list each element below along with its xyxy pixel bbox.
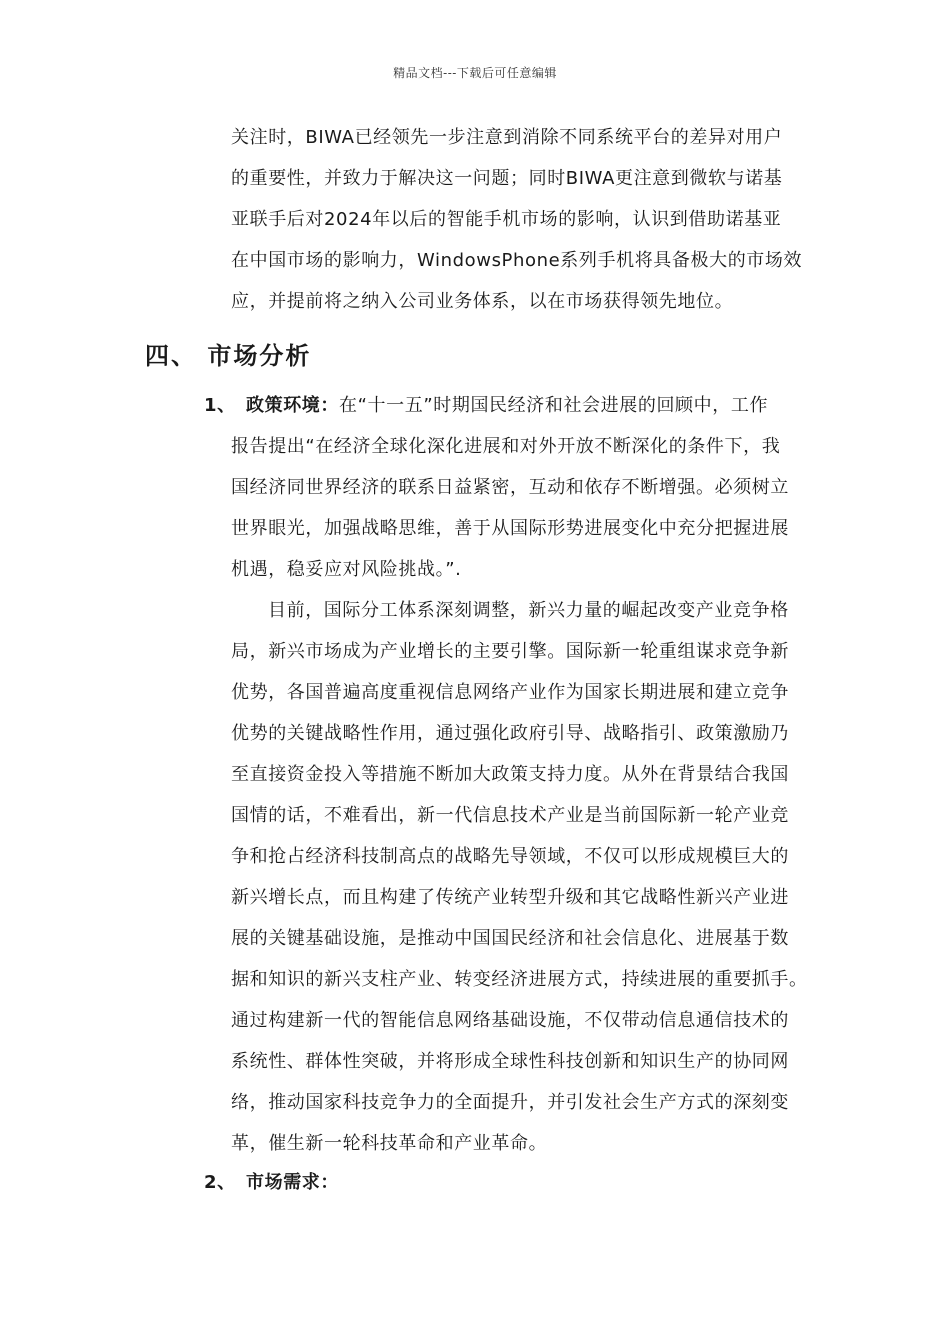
item-1-para2-line: 展的关键基础设施，是推动中国国民经济和社会信息化、进展基于数 — [231, 928, 789, 949]
item-1-heading — [204, 394, 768, 418]
item-1-para2-line: 国情的话，不难看出，新一代信息技术产业是当前国际新一轮产业竞 — [231, 805, 789, 826]
page-header: 精品文档---下载后可任意编辑 — [393, 66, 557, 80]
item-1-para2-line: 系统性、群体性突破，并将形成全球性科技创新和知识生产的协同网 — [231, 1051, 789, 1072]
intro-line: 的重要性，并致力于解决这一问题；同时BIWA更注意到微软与诺基 — [231, 168, 783, 189]
item-1-para2-line: 据和知识的新兴支柱产业、转变经济进展方式，持续进展的重要抓手。 — [231, 969, 808, 990]
intro-line: 亚联手后对2024年以后的智能手机市场的影响，认识到借助诺基亚 — [231, 209, 782, 230]
item-1-label: 政策环境： — [246, 395, 339, 416]
item-1-para2-line: 通过构建新一代的智能信息网络基础设施，不仅带动信息通信技术的 — [231, 1010, 789, 1031]
intro-line: 应，并提前将之纳入公司业务体系，以在市场获得领先地位。 — [231, 291, 734, 312]
item-1-para2-first: 目前，国际分工体系深刻调整，新兴力量的崛起改变产业竞争格 — [268, 600, 789, 621]
item-1-line: 报告提出“在经济全球化深化进展和对外开放不断深化的条件下，我 — [231, 436, 781, 457]
intro-line: 在中国市场的影响力，WindowsPhone系列手机将具备极大的市场效 — [231, 250, 803, 271]
item-2-number: 2、 — [204, 1172, 236, 1193]
item-1-line: 国经济同世界经济的联系日益紧密，互动和依存不断增强。必须树立 — [231, 477, 789, 498]
item-1-line: 机遇，稳妥应对风险挑战。”. — [231, 559, 462, 580]
item-1-para2-line: 争和抢占经济科技制高点的战略先导领域，不仅可以形成规模巨大的 — [231, 846, 789, 867]
item-2-heading — [204, 1171, 339, 1195]
item-1-line: 世界眼光，加强战略思维，善于从国际形势进展变化中充分把握进展 — [231, 518, 789, 539]
item-1-para2-line: 新兴增长点，而且构建了传统产业转型升级和其它战略性新兴产业进 — [231, 887, 789, 908]
item-1-para2-line: 局，新兴市场成为产业增长的主要引擎。国际新一轮重组谋求竞争新 — [231, 641, 789, 662]
section-title: 四、 市场分析 — [145, 342, 312, 370]
item-1-first-line: 在“十一五”时期国民经济和社会进展的回顾中，工作 — [339, 395, 769, 416]
item-1-para2-line: 优势的关键战略性作用，通过强化政府引导、战略指引、政策激励乃 — [231, 723, 789, 744]
item-1-para2-line: 革，催生新一轮科技革命和产业革命。 — [231, 1133, 548, 1154]
item-1-number: 1、 — [204, 395, 236, 416]
item-1-para2-line: 络，推动国家科技竞争力的全面提升，并引发社会生产方式的深刻变 — [231, 1092, 789, 1113]
intro-line: 关注时，BIWA已经领先一步注意到消除不同系统平台的差异对用户 — [231, 127, 783, 148]
item-1-para2-line: 优势，各国普遍高度重视信息网络产业作为国家长期进展和建立竞争 — [231, 682, 789, 703]
item-2-label: 市场需求： — [246, 1172, 339, 1193]
item-1-para2-line: 至直接资金投入等措施不断加大政策支持力度。从外在背景结合我国 — [231, 764, 789, 785]
